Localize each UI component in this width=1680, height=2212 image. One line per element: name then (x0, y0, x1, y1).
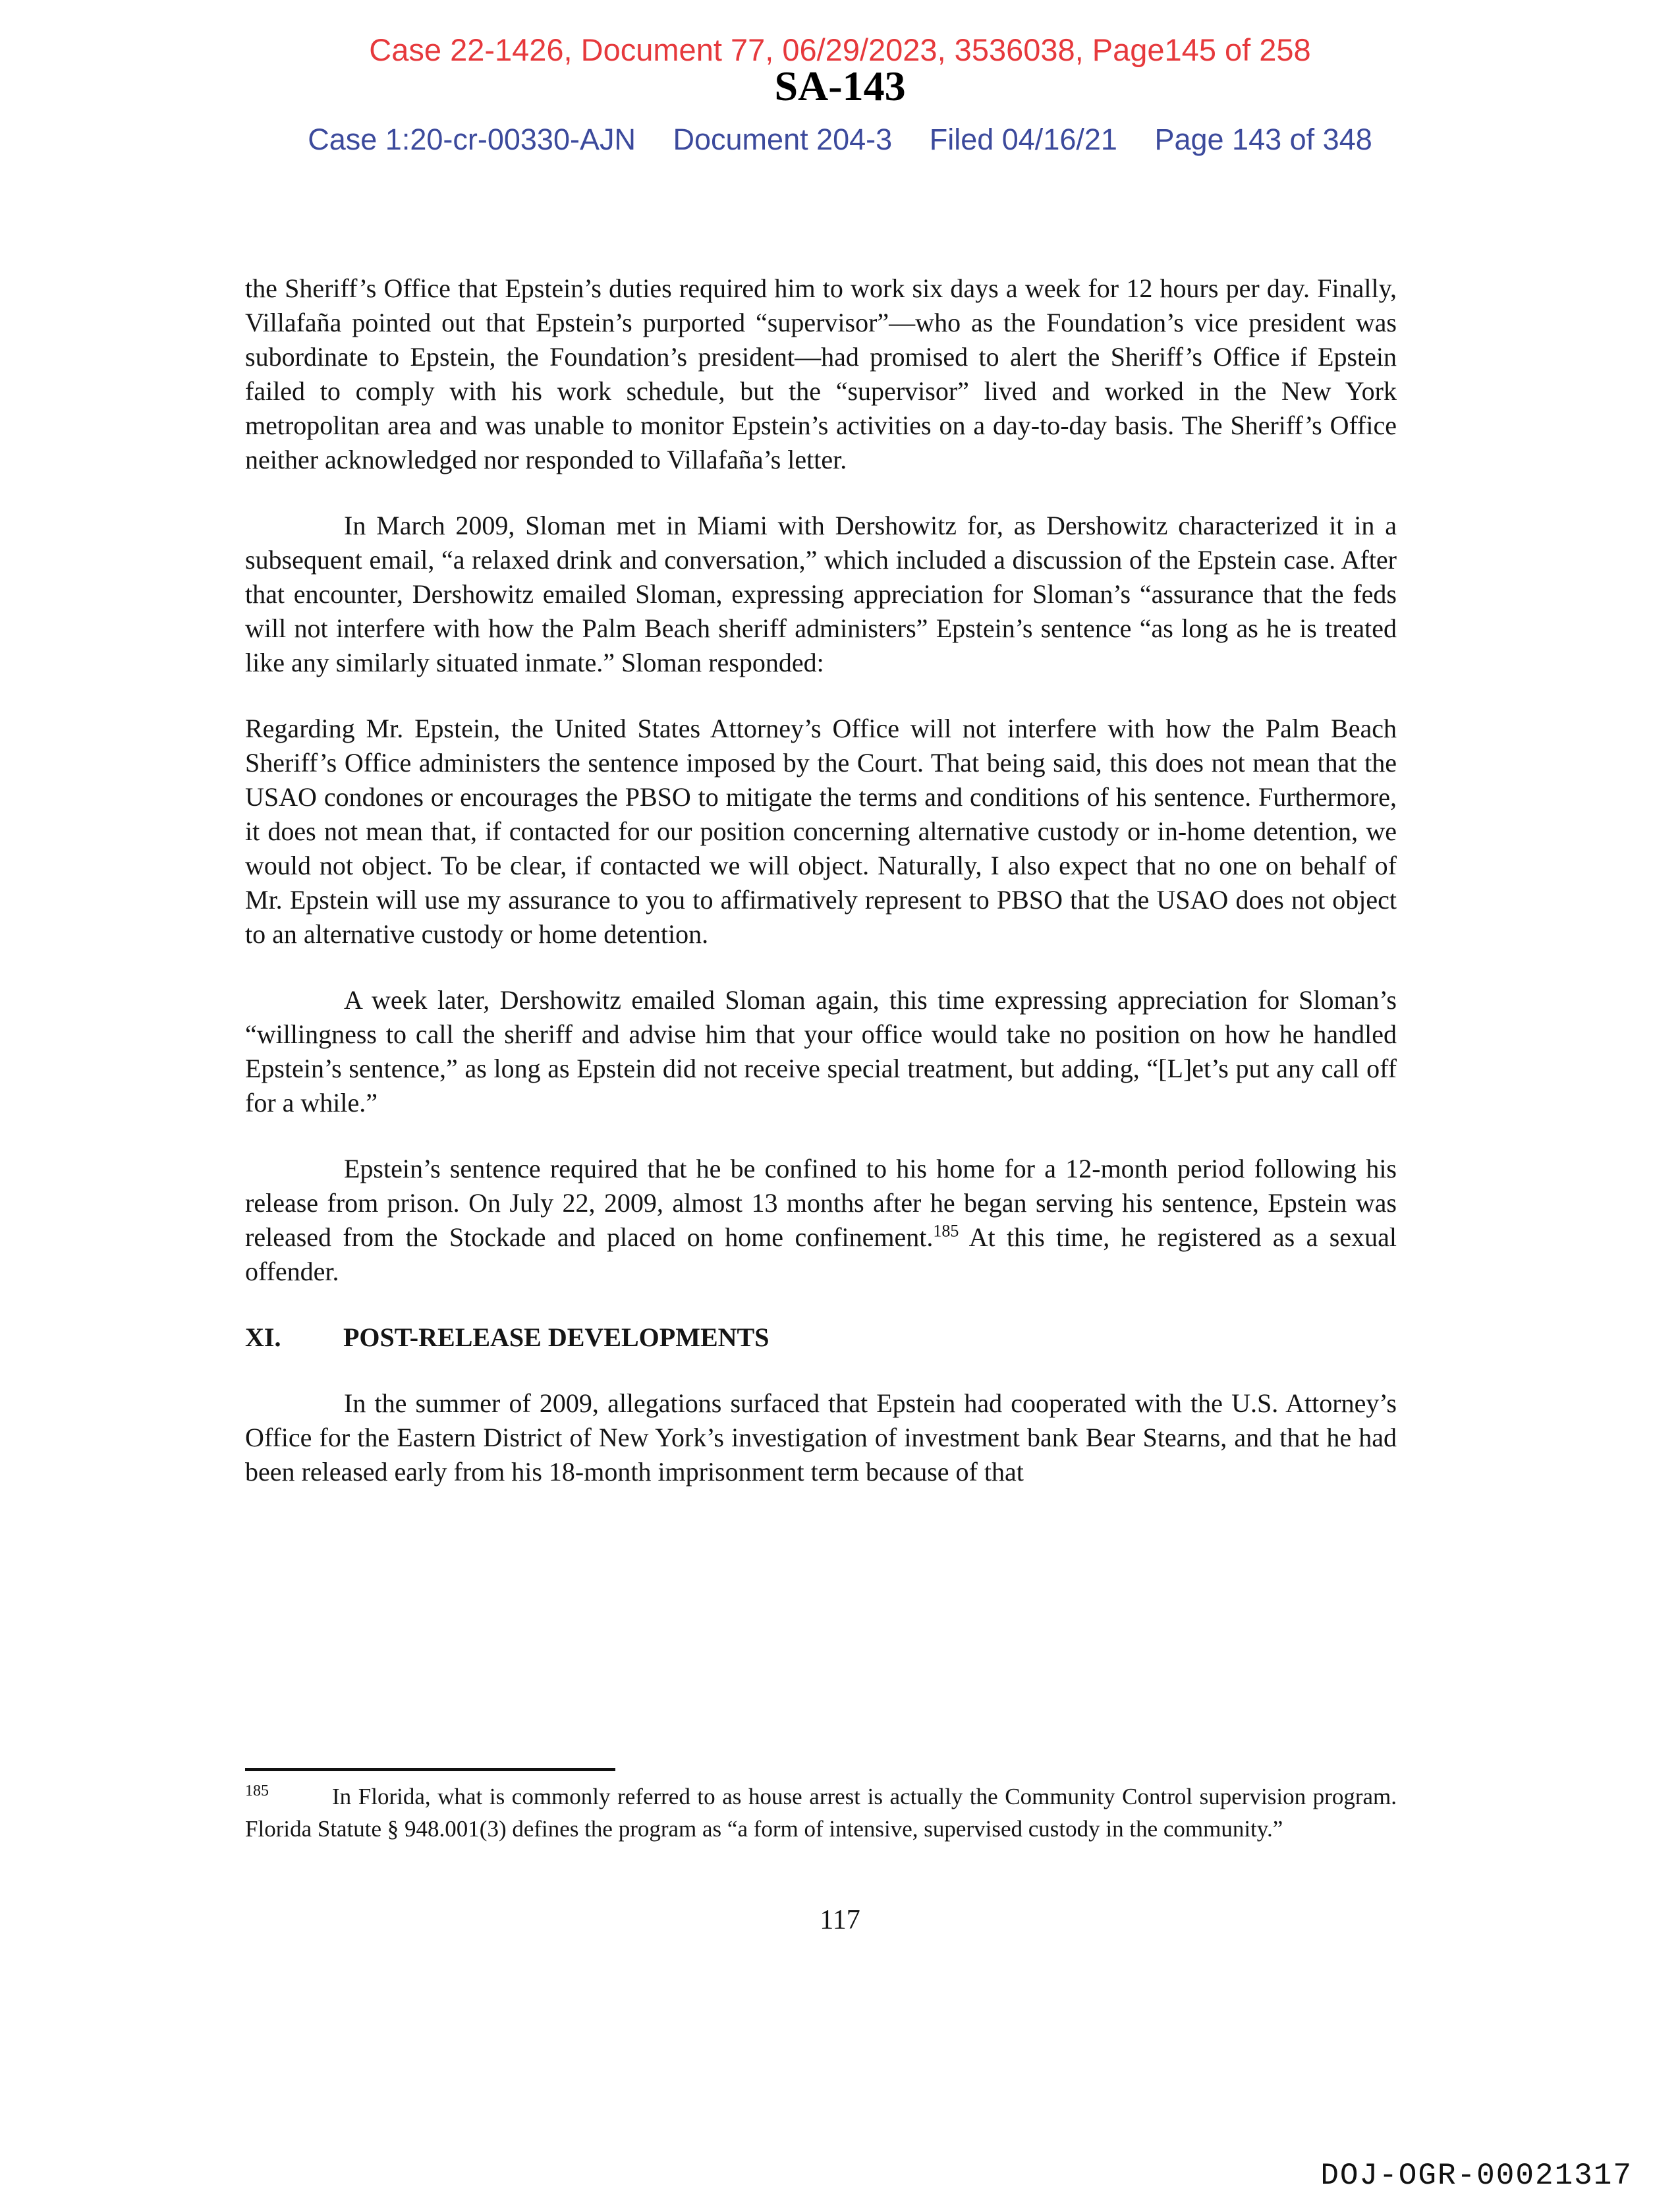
section-number: XI. (245, 1322, 281, 1352)
footnote-reference-185: 185 (933, 1221, 959, 1241)
document-body (245, 271, 1397, 1521)
section-title: POST-RELEASE DEVELOPMENTS (343, 1322, 770, 1352)
case-number: Case 1:20-cr-00330-AJN (308, 123, 636, 156)
page-of-label: Page 143 of 348 (1154, 123, 1372, 156)
paragraph-march-2009: In March 2009, Sloman met in Miami with Dershowitz for, as Dershowitz characterized it in a subsequent email, “a relaxed drink and conversation,” which included a discussion of the Epstein case. After that encounter, Dershowitz emailed Sloman, expressing appreciation for Sloman’s “assurance that the feds will not interfere with how the Palm Beach sheriff administers” Epstein’s sentence “as long as he is treated like any similarly situated inmate.” Sloman responded: (245, 511, 1397, 677)
appellate-case-stamp: Case 22-1426, Document 77, 06/29/2023, 3536038, Page145 of 258 (369, 32, 1311, 67)
paragraph-home-confinement (245, 1152, 1397, 1289)
paragraph-text-before-ref: Epstein’s sentence required that he be confined to his home for a 12-month period following his release from prison. On July 22, 2009, almost 13 months after he began serving his sentence, Epstein was released from the Stockade and placed on home confinement. (245, 1154, 1397, 1252)
paragraph-text-after-ref: At this time, he registered as a sexual offender. (245, 1222, 1397, 1286)
bates-stamp: DOJ-OGR-00021317 (1320, 2159, 1633, 2193)
footnote-marker: 185 (245, 1782, 269, 1800)
footnote-separator-rule (245, 1768, 615, 1771)
paragraph-week-later: A week later, Dershowitz emailed Sloman again, this time expressing appreciation for Sloman’s “willingness to call the sheriff and advise him that your office would take no position on how he handled Epstein’s sentence,” as long as Epstein did not receive special treatment, but adding, “[L]et’s put any call off for a while.” (245, 985, 1397, 1118)
section-heading (245, 1320, 1397, 1355)
district-case-stamp (0, 123, 1680, 157)
footnote-text: In Florida, what is commonly referred to as house arrest is actually the Community Control supervision program. Florida Statute § 948.001(3) defines the program as “a form of intensive, supervised custody in the community.” (245, 1784, 1397, 1842)
block-quote-sloman-response: Regarding Mr. Epstein, the United States Attorney’s Office will not interfere with how the Palm Beach Sheriff’s Office administers the sentence imposed by the Court. That being said, this does not mean that the USAO condones or encourages the PBSO to mitigate the terms and conditions of his sentence. Furthermore, it does not mean that, if contacted for our position concerning alternative custody or in-home detention, we would not object. To be clear, if contacted we will object. Naturally, I also expect that no one on behalf of Mr. Epstein will use my assurance to you to affirmatively represent to PBSO that the USAO does not object to an alternative custody or home detention. (245, 714, 1397, 949)
appendix-page-label: SA-143 (774, 63, 906, 109)
paragraph-summer-2009: In the summer of 2009, allegations surfaced that Epstein had cooperated with the U.S. Attorney’s Office for the Eastern District of New York’s investigation of investment bank Bear Stearns, and that he had been released early from his 18-month imprisonment term because of that (245, 1388, 1397, 1487)
page-number: 117 (820, 1905, 860, 1935)
document-number: Document 204-3 (673, 123, 893, 156)
footnote-185 (245, 1780, 1397, 1845)
filed-date: Filed 04/16/21 (929, 123, 1117, 156)
paragraph-continuation: the Sheriff’s Office that Epstein’s duties required him to work six days a week for 12 hours per day. Finally, Villafaña pointed out that Epstein’s purported “supervisor”—who as the Foundation’s vice president was subordinate to Epstein, the Foundation’s president—had promised to alert the Sheriff’s Office if Epstein failed to comply with his work schedule, but the “supervisor” lived and worked in the New York metropolitan area and was unable to monitor Epstein’s activities on a day-to-day basis. The Sheriff’s Office neither acknowledged nor responded to Villafaña’s letter. (245, 273, 1397, 474)
